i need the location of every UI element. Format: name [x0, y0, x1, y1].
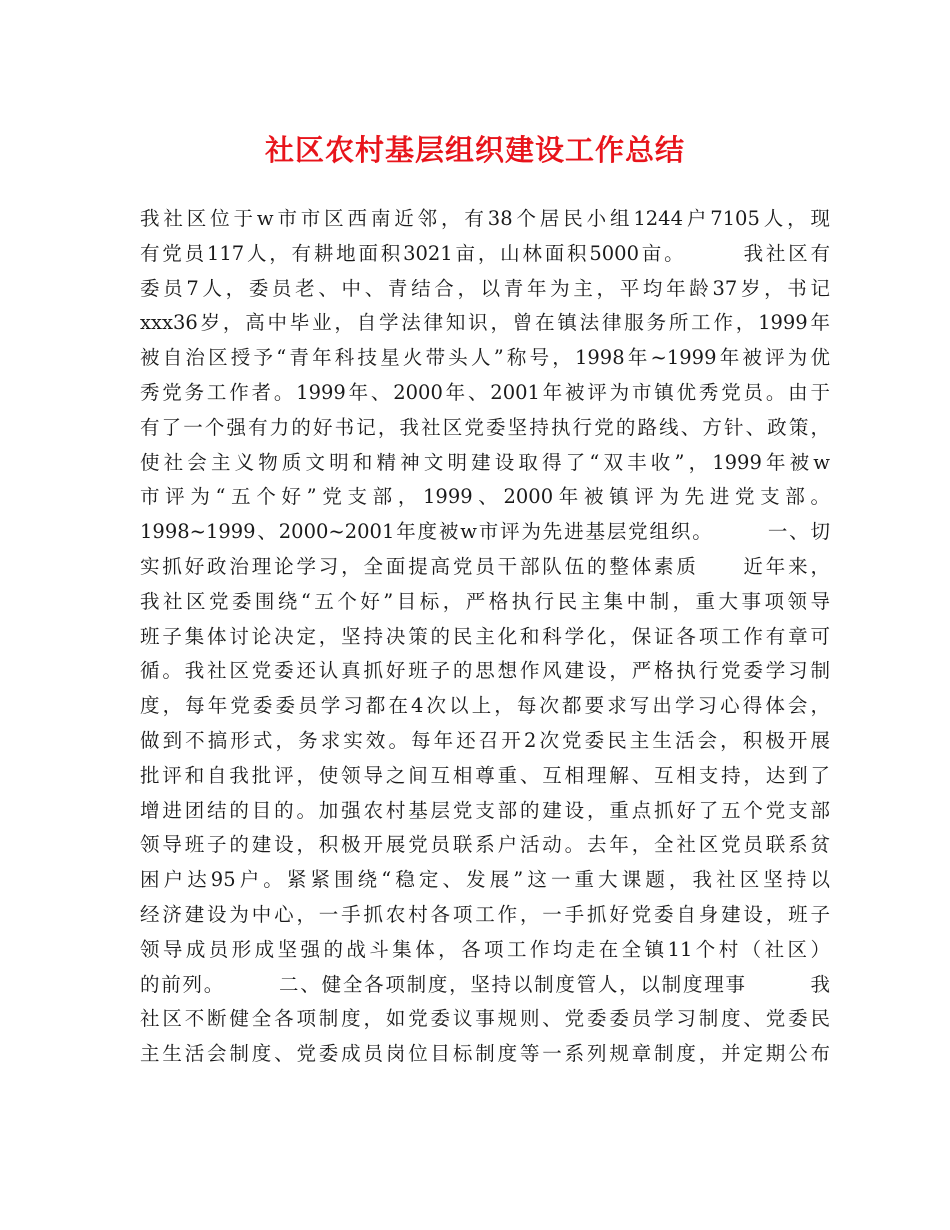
- body-line: 主生活会制度、党委成员岗位目标制度等一系列规章制度，并定期公布: [140, 1042, 830, 1066]
- body-line: 市评为“五个好”党支部，1999、2000年被镇评为先进党支部。: [140, 485, 830, 509]
- body-line: 实抓好政治理论学习，全面提高党员干部队伍的整体素质 近年来，: [140, 554, 830, 578]
- body-line: 批评和自我批评，使领导之间互相尊重、互相理解、互相支持，达到了: [140, 763, 830, 787]
- body-line: 的前列。 二、健全各项制度，坚持以制度管人，以制度理事 我: [140, 972, 830, 996]
- body-line: 增进团结的目的。加强农村基层党支部的建设，重点抓好了五个党支部: [140, 798, 830, 822]
- body-line: 我社区位于w市市区西南近邻，有38个居民小组1244户7105人，现: [140, 207, 830, 230]
- body-line: 被自治区授予“青年科技星火带头人”称号，1998年~1999年被评为优: [140, 346, 830, 370]
- body-line: 我社区党委围绕“五个好”目标，严格执行民主集中制，重大事项领导: [140, 589, 830, 613]
- body-line: 循。我社区党委还认真抓好班子的思想作风建设，严格执行党委学习制: [140, 659, 830, 683]
- body-line: xxx36岁，高中毕业，自学法律知识，曾在镇法律服务所工作，1999年: [140, 311, 830, 335]
- body-line: 经济建设为中心，一手抓农村各项工作，一手抓好党委自身建设，班子: [140, 902, 830, 926]
- body-line: 班子集体讨论决定，坚持决策的民主化和科学化，保证各项工作有章可: [140, 624, 830, 648]
- body-line: 度，每年党委委员学习都在4次以上，每次都要求写出学习心得体会，: [140, 694, 830, 718]
- body-line: 有党员117人，有耕地面积3021亩，山林面积5000亩。 我社区有: [140, 241, 830, 265]
- document-title: 社区农村基层组织建设工作总结: [264, 133, 685, 167]
- document-body: [140, 202, 830, 1072]
- body-line: 社区不断健全各项制度，如党委议事规则、党委委员学习制度、党委民: [140, 1007, 830, 1031]
- body-line: 领导成员形成坚强的战斗集体，各项工作均走在全镇11个村（社区）: [140, 937, 830, 961]
- body-line: 有了一个强有力的好书记，我社区党委坚持执行党的路线、方针、政策，: [140, 415, 830, 439]
- body-line: 使社会主义物质文明和精神文明建设取得了“双丰收”，1999年被w: [140, 450, 830, 474]
- body-line: 1998~1999、2000~2001年度被w市评为先进基层党组织。 一、切: [140, 520, 830, 544]
- body-line: 委员7人，委员老、中、青结合，以青年为主，平均年龄37岁，书记: [140, 276, 830, 300]
- body-line: 做到不搞形式，务求实效。每年还召开2次党委民主生活会，积极开展: [140, 728, 830, 752]
- body-line: 困户达95户。紧紧围绕“稳定、发展”这一重大课题，我社区坚持以: [140, 868, 830, 892]
- body-line: 领导班子的建设，积极开展党员联系户活动。去年，全社区党员联系贫: [140, 833, 830, 857]
- body-line: 秀党务工作者。1999年、2000年、2001年被评为市镇优秀党员。由于: [140, 380, 830, 404]
